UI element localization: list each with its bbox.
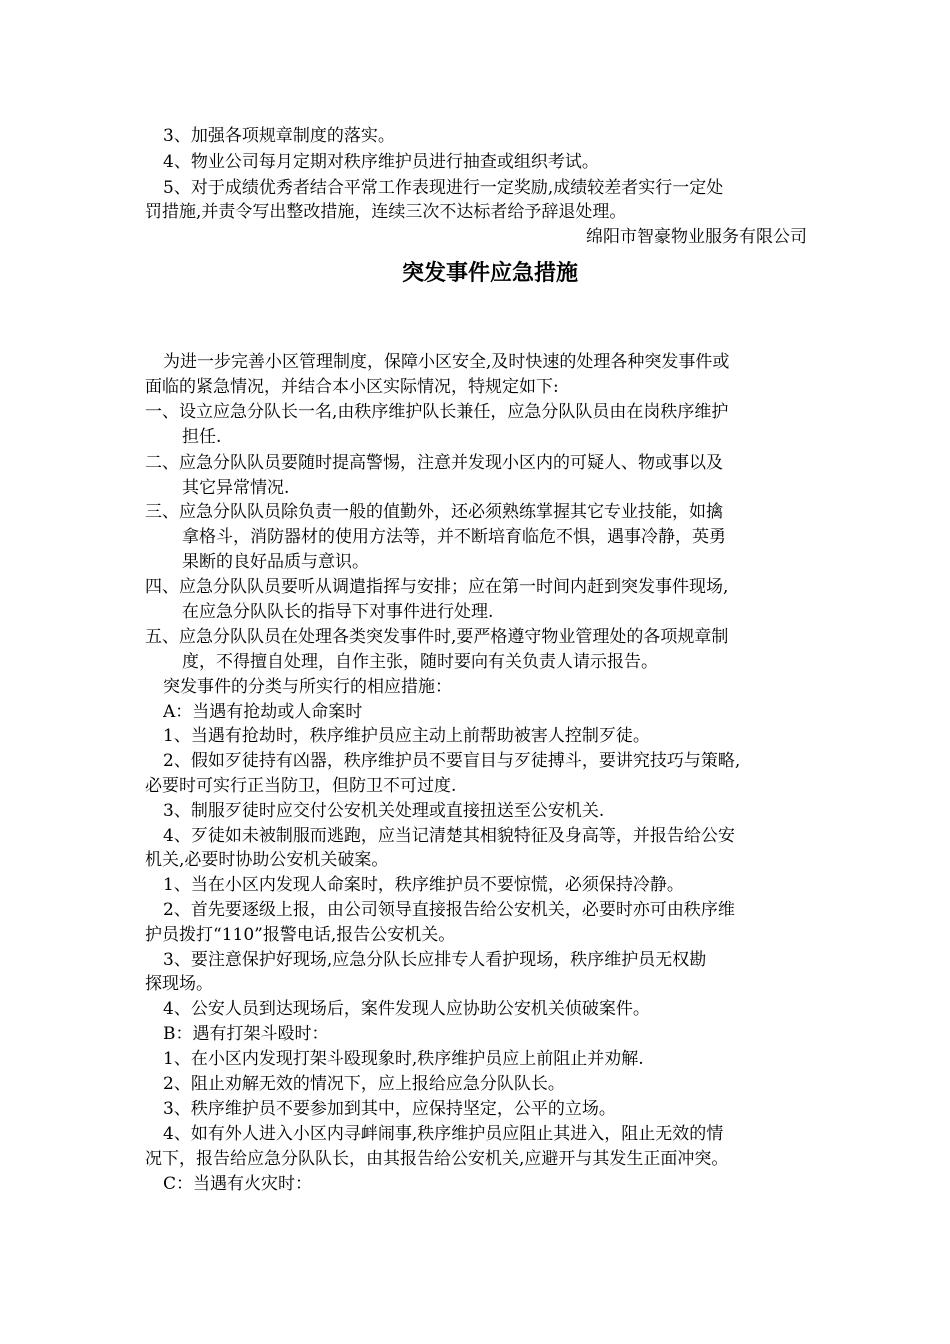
measure-line: 4、歹徒如未被制服而逃跑，应当记清楚其相貌特征及身高等，并报告给公安 <box>163 826 735 846</box>
document-title: 突发事件应急措施 <box>401 261 578 286</box>
measure-line: 2、假如歹徒持有凶器，秩序维护员不要盲目与歹徒搏斗，要讲究技巧与策略, <box>163 751 741 771</box>
measure-line: 探现场。 <box>145 974 213 994</box>
rule-line: 在应急分队队长的指导下对事件进行处理. <box>182 602 494 622</box>
measure-line: 3、秩序维护员不要参加到其中，应保持坚定，公平的立场。 <box>163 1099 616 1119</box>
rule-line: 二、应急分队队员要随时提高警惕，注意并发现小区内的可疑人、物或事以及 <box>145 453 723 473</box>
item-line: 5、对于成绩优秀者结合平常工作表现进行一定奖励,成绩较差者实行一定处 <box>163 178 724 198</box>
measure-line: 3、要注意保护好现场,应急分队长应排专人看护现场，秩序维护员无权勘 <box>163 950 707 970</box>
measure-line: 1、当在小区内发现人命案时，秩序维护员不要惊慌，必须保持冷静。 <box>163 875 684 895</box>
measure-line: 2、首先要逐级上报，由公司领导直接报告给公安机关，必要时亦可由秩序维 <box>163 900 735 920</box>
measure-line: 必要时可实行正当防卫，但防卫不可过度. <box>145 776 457 796</box>
measure-line: 1、在小区内发现打架斗殴现象时,秩序维护员应上前阻止并劝解. <box>163 1049 644 1069</box>
measure-line: 3、制服歹徒时应交付公安机关处理或直接扭送至公安机关. <box>163 801 605 821</box>
measure-line: 4、公安人员到达现场后，案件发现人应协助公安机关侦破案件。 <box>163 999 650 1019</box>
rule-line: 三、应急分队队员除负责一般的值勤外，还必须熟练掌握其它专业技能，如擒 <box>145 502 723 522</box>
rule-line: 一、设立应急分队长一名,由秩序维护队长兼任，应急分队队员由在岗秩序维护 <box>145 402 729 422</box>
measure-line: 况下，报告给应急分队队长，由其报告给公安机关,应避开与其发生正面冲突。 <box>145 1149 729 1169</box>
rule-line: 果断的良好品质与意识。 <box>182 552 369 572</box>
rule-line: 其它异常情况. <box>182 478 290 498</box>
measure-line: 2、阻止劝解无效的情况下，应上报给应急分队队长。 <box>163 1074 565 1094</box>
rule-line: 拿格斗，消防器材的使用方法等，并不断培育临危不惧，遇事冷静，英勇 <box>182 527 726 547</box>
rule-line: 四、应急分队队员要听从调遣指挥与安排；应在第一时间内赶到突发事件现场, <box>145 577 729 597</box>
measure-line: 护员拨打“110”报警电话,报告公安机关。 <box>145 925 456 945</box>
section-heading: C：当遇有火灾时： <box>163 1174 313 1194</box>
measure-line: 1、当遇有抢劫时，秩序维护员应主动上前帮助被害人控制歹徒。 <box>163 726 650 746</box>
item-line: 3、加强各项规章制度的落实。 <box>163 126 395 146</box>
intro-line: 为进一步完善小区管理制度，保障小区安全,及时快速的处理各种突发事件或 <box>163 352 730 372</box>
rule-line: 度，不得擅自处理，自作主张，随时要向有关负责人请示报告。 <box>182 652 658 672</box>
rule-line: 五、应急分队队员在处理各类突发事件时,要严格遵守物业管理处的各项规章制 <box>145 627 729 647</box>
measure-line: 突发事件的分类与所实行的相应措施： <box>163 677 452 697</box>
section-heading: A：当遇有抢劫或人命案时 <box>163 702 363 722</box>
rule-line: 担任. <box>182 427 222 447</box>
item-line: 罚措施,并责令写出整改措施，连续三次不达标者给予辞退处理。 <box>145 202 627 222</box>
intro-line: 面临的紧急情况，并结合本小区实际情况，特规定如下: <box>145 377 559 397</box>
item-line: 4、物业公司每月定期对秩序维护员进行抽查或组织考试。 <box>163 152 599 172</box>
measure-line: 4、如有外人进入小区内寻衅闹事,秩序维护员应阻止其进入，阻止无效的情 <box>163 1124 724 1144</box>
company-name: 绵阳市智豪物业服务有限公司 <box>586 227 807 247</box>
measure-line: 机关,必要时协助公安机关破案。 <box>145 850 389 870</box>
section-heading: B：遇有打架斗殴时： <box>163 1024 329 1044</box>
